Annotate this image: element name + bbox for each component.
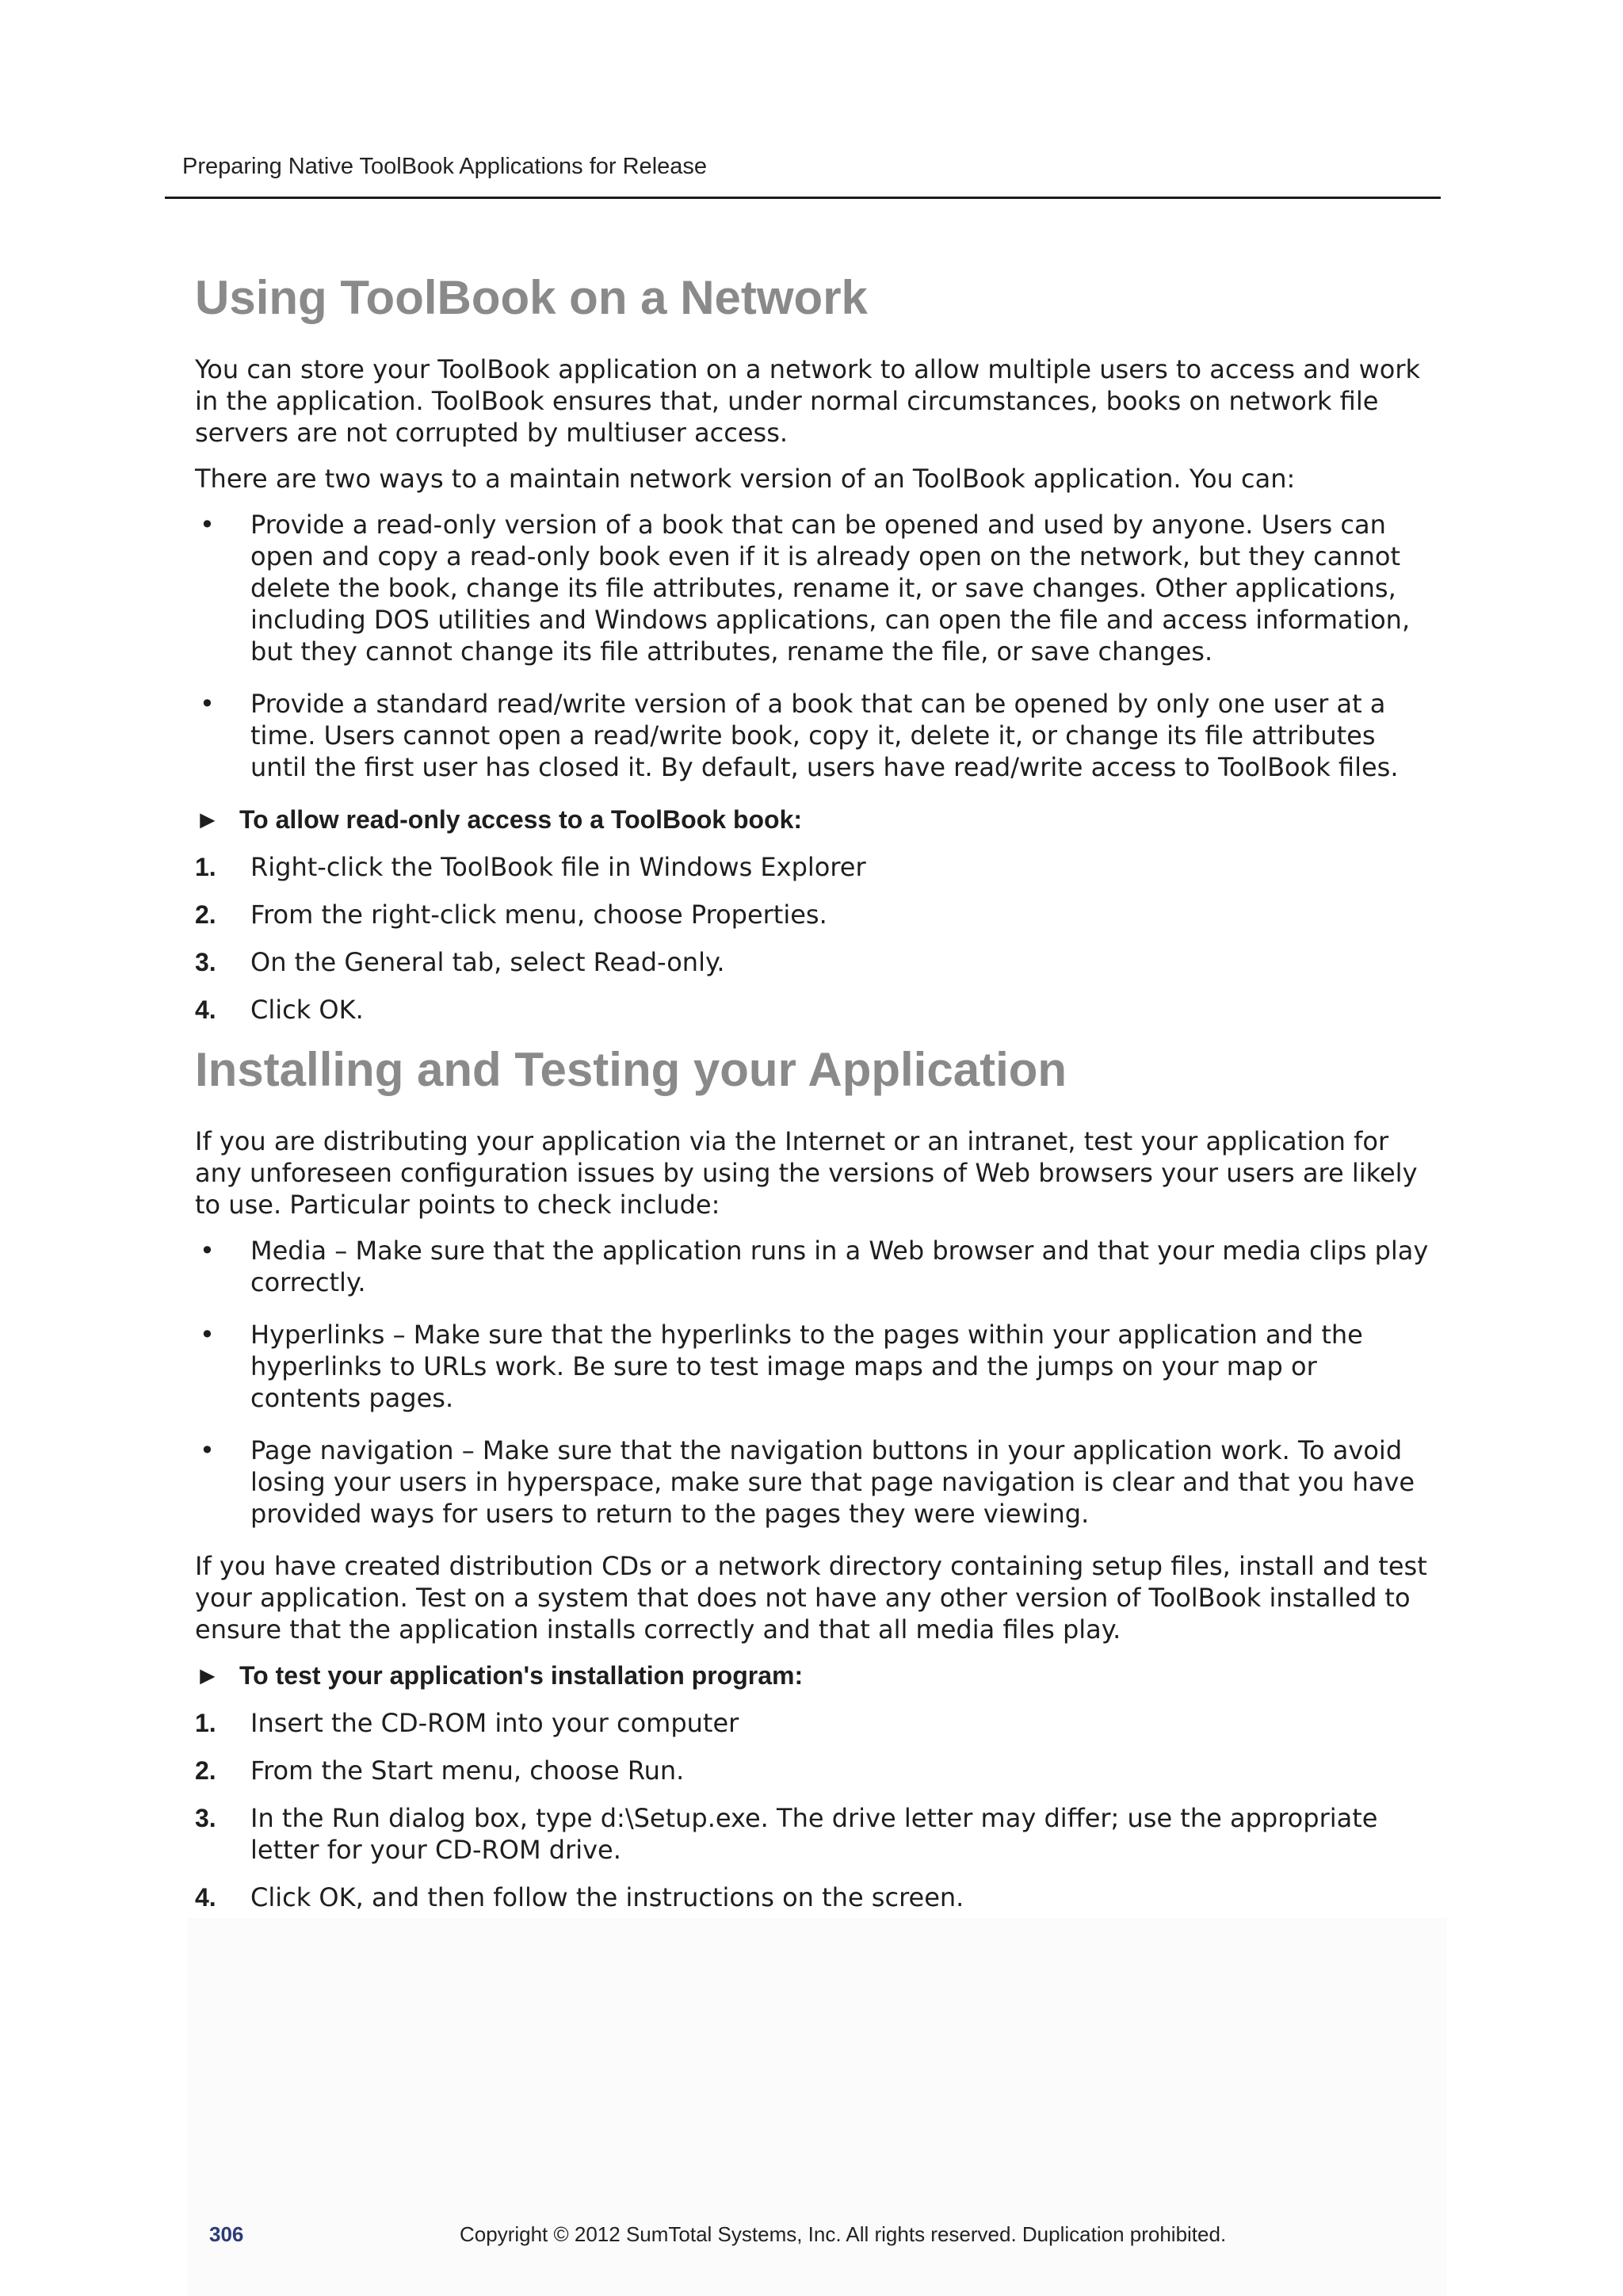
step-item xyxy=(195,1881,1431,1913)
step-text: From the right-click menu, choose Properties. xyxy=(250,900,827,930)
bullet-icon: • xyxy=(200,510,215,540)
list-item xyxy=(195,688,1431,783)
page-content xyxy=(195,269,1431,1929)
section1-intro-paragraph: You can store your ToolBook application on a network to allow multiple users to access and work in the application. ToolBook ensures that, under normal circumstances, books on network file servers are not corrupted by multiuser access. xyxy=(195,354,1421,448)
bullet-icon: • xyxy=(200,1435,215,1465)
bullet-icon: • xyxy=(200,1320,215,1350)
copyright-notice: Copyright © 2012 SumTotal Systems, Inc. All rights reserved. Duplication prohibited. xyxy=(460,2222,1227,2246)
list-item-text: Media – Make sure that the application runs in a Web browser and that your media clips play correctly. xyxy=(250,1236,1429,1297)
section-heading-network: Using ToolBook on a Network xyxy=(195,271,868,324)
list-item xyxy=(195,509,1431,667)
step-text: Click OK. xyxy=(250,995,364,1025)
step-item xyxy=(195,1707,1431,1739)
step-item xyxy=(195,946,1431,978)
list-item-text: Provide a standard read/write version of a book that can be opened by only one user at a time. Users cannot open a read/write book, copy it, delete it, or change its file attributes until the first user has closed it. By default, users have read/write access to ToolBook files. xyxy=(250,689,1399,782)
list-item-text: Hyperlinks – Make sure that the hyperlinks to the pages within your application and the hyperlinks to URLs work. Be sure to test image maps and the jumps on your map or contents pages. xyxy=(250,1320,1363,1413)
step-text: Click OK, and then follow the instructions on the screen. xyxy=(250,1882,964,1912)
step-text: In the Run dialog box, type d:\Setup.exe. The drive letter may differ; use the appropriate letter for your CD-ROM drive. xyxy=(250,1803,1378,1865)
step-number: 2. xyxy=(195,1756,216,1785)
step-item xyxy=(195,1802,1431,1866)
section1-lead-paragraph: There are two ways to a maintain network version of an ToolBook application. You can: xyxy=(195,464,1296,494)
bullet-icon: • xyxy=(200,1236,215,1266)
section1-steps xyxy=(195,851,1431,1026)
step-text: From the Start menu, choose Run. xyxy=(250,1755,685,1786)
step-item xyxy=(195,851,1431,883)
procedure-heading-installation xyxy=(195,1660,1431,1691)
step-number: 1. xyxy=(195,853,216,881)
list-item xyxy=(195,1235,1431,1298)
step-number: 4. xyxy=(195,995,216,1024)
step-item xyxy=(195,899,1431,930)
section2-bullet-list xyxy=(195,1235,1431,1530)
section2-setup-paragraph: If you have created distribution CDs or a network directory containing setup files, install and test your application. Test on a system that does not have any other version of ToolBook installed to ensure that the application installs correctly and that all media files play. xyxy=(195,1551,1427,1645)
procedure-heading-read-only xyxy=(195,804,1431,835)
procedure-title: To allow read-only access to a ToolBook book: xyxy=(239,805,803,834)
list-item xyxy=(195,1319,1431,1414)
page-number: 306 xyxy=(209,2222,244,2246)
section2-steps xyxy=(195,1707,1431,1913)
procedure-title: To test your application's installation program: xyxy=(239,1661,804,1690)
procedure-arrow-icon: ► xyxy=(195,1661,220,1690)
step-text: Right-click the ToolBook file in Windows Explorer xyxy=(250,852,866,882)
step-number: 4. xyxy=(195,1883,216,1912)
section2-intro-paragraph: If you are distributing your application via the Internet or an intranet, test your application for any unforeseen configuration issues by using the versions of Web browsers your users are likely to use. Particular points to check include: xyxy=(195,1126,1418,1220)
step-number: 3. xyxy=(195,1804,216,1832)
step-text: On the General tab, select Read-only. xyxy=(250,947,725,977)
section-heading-installing: Installing and Testing your Application xyxy=(195,1043,1067,1096)
step-item xyxy=(195,994,1431,1026)
step-item xyxy=(195,1755,1431,1786)
step-number: 1. xyxy=(195,1709,216,1737)
bullet-icon: • xyxy=(200,689,215,719)
step-number: 3. xyxy=(195,948,216,976)
list-item-text: Provide a read-only version of a book that can be opened and used by anyone. Users can open and copy a read-only book even if it is already open on the network, but they cannot delete the book, change its file attributes, rename it, or save changes. Other applications, including DOS utilities and Windows applications, can open the file and access information, but they cannot change its file attributes, rename the file, or save changes. xyxy=(250,510,1411,667)
step-number: 2. xyxy=(195,900,216,929)
list-item-text: Page navigation – Make sure that the navigation buttons in your application work. To avoid losing your users in hyperspace, make sure that page navigation is clear and that you have provided ways for users to return to the pages they were viewing. xyxy=(250,1435,1415,1529)
section1-bullet-list xyxy=(195,509,1431,783)
header-rule xyxy=(165,197,1441,199)
procedure-arrow-icon: ► xyxy=(195,805,220,834)
running-header: Preparing Native ToolBook Applications for Release xyxy=(182,154,708,179)
list-item xyxy=(195,1435,1431,1530)
step-text: Insert the CD-ROM into your computer xyxy=(250,1708,739,1738)
